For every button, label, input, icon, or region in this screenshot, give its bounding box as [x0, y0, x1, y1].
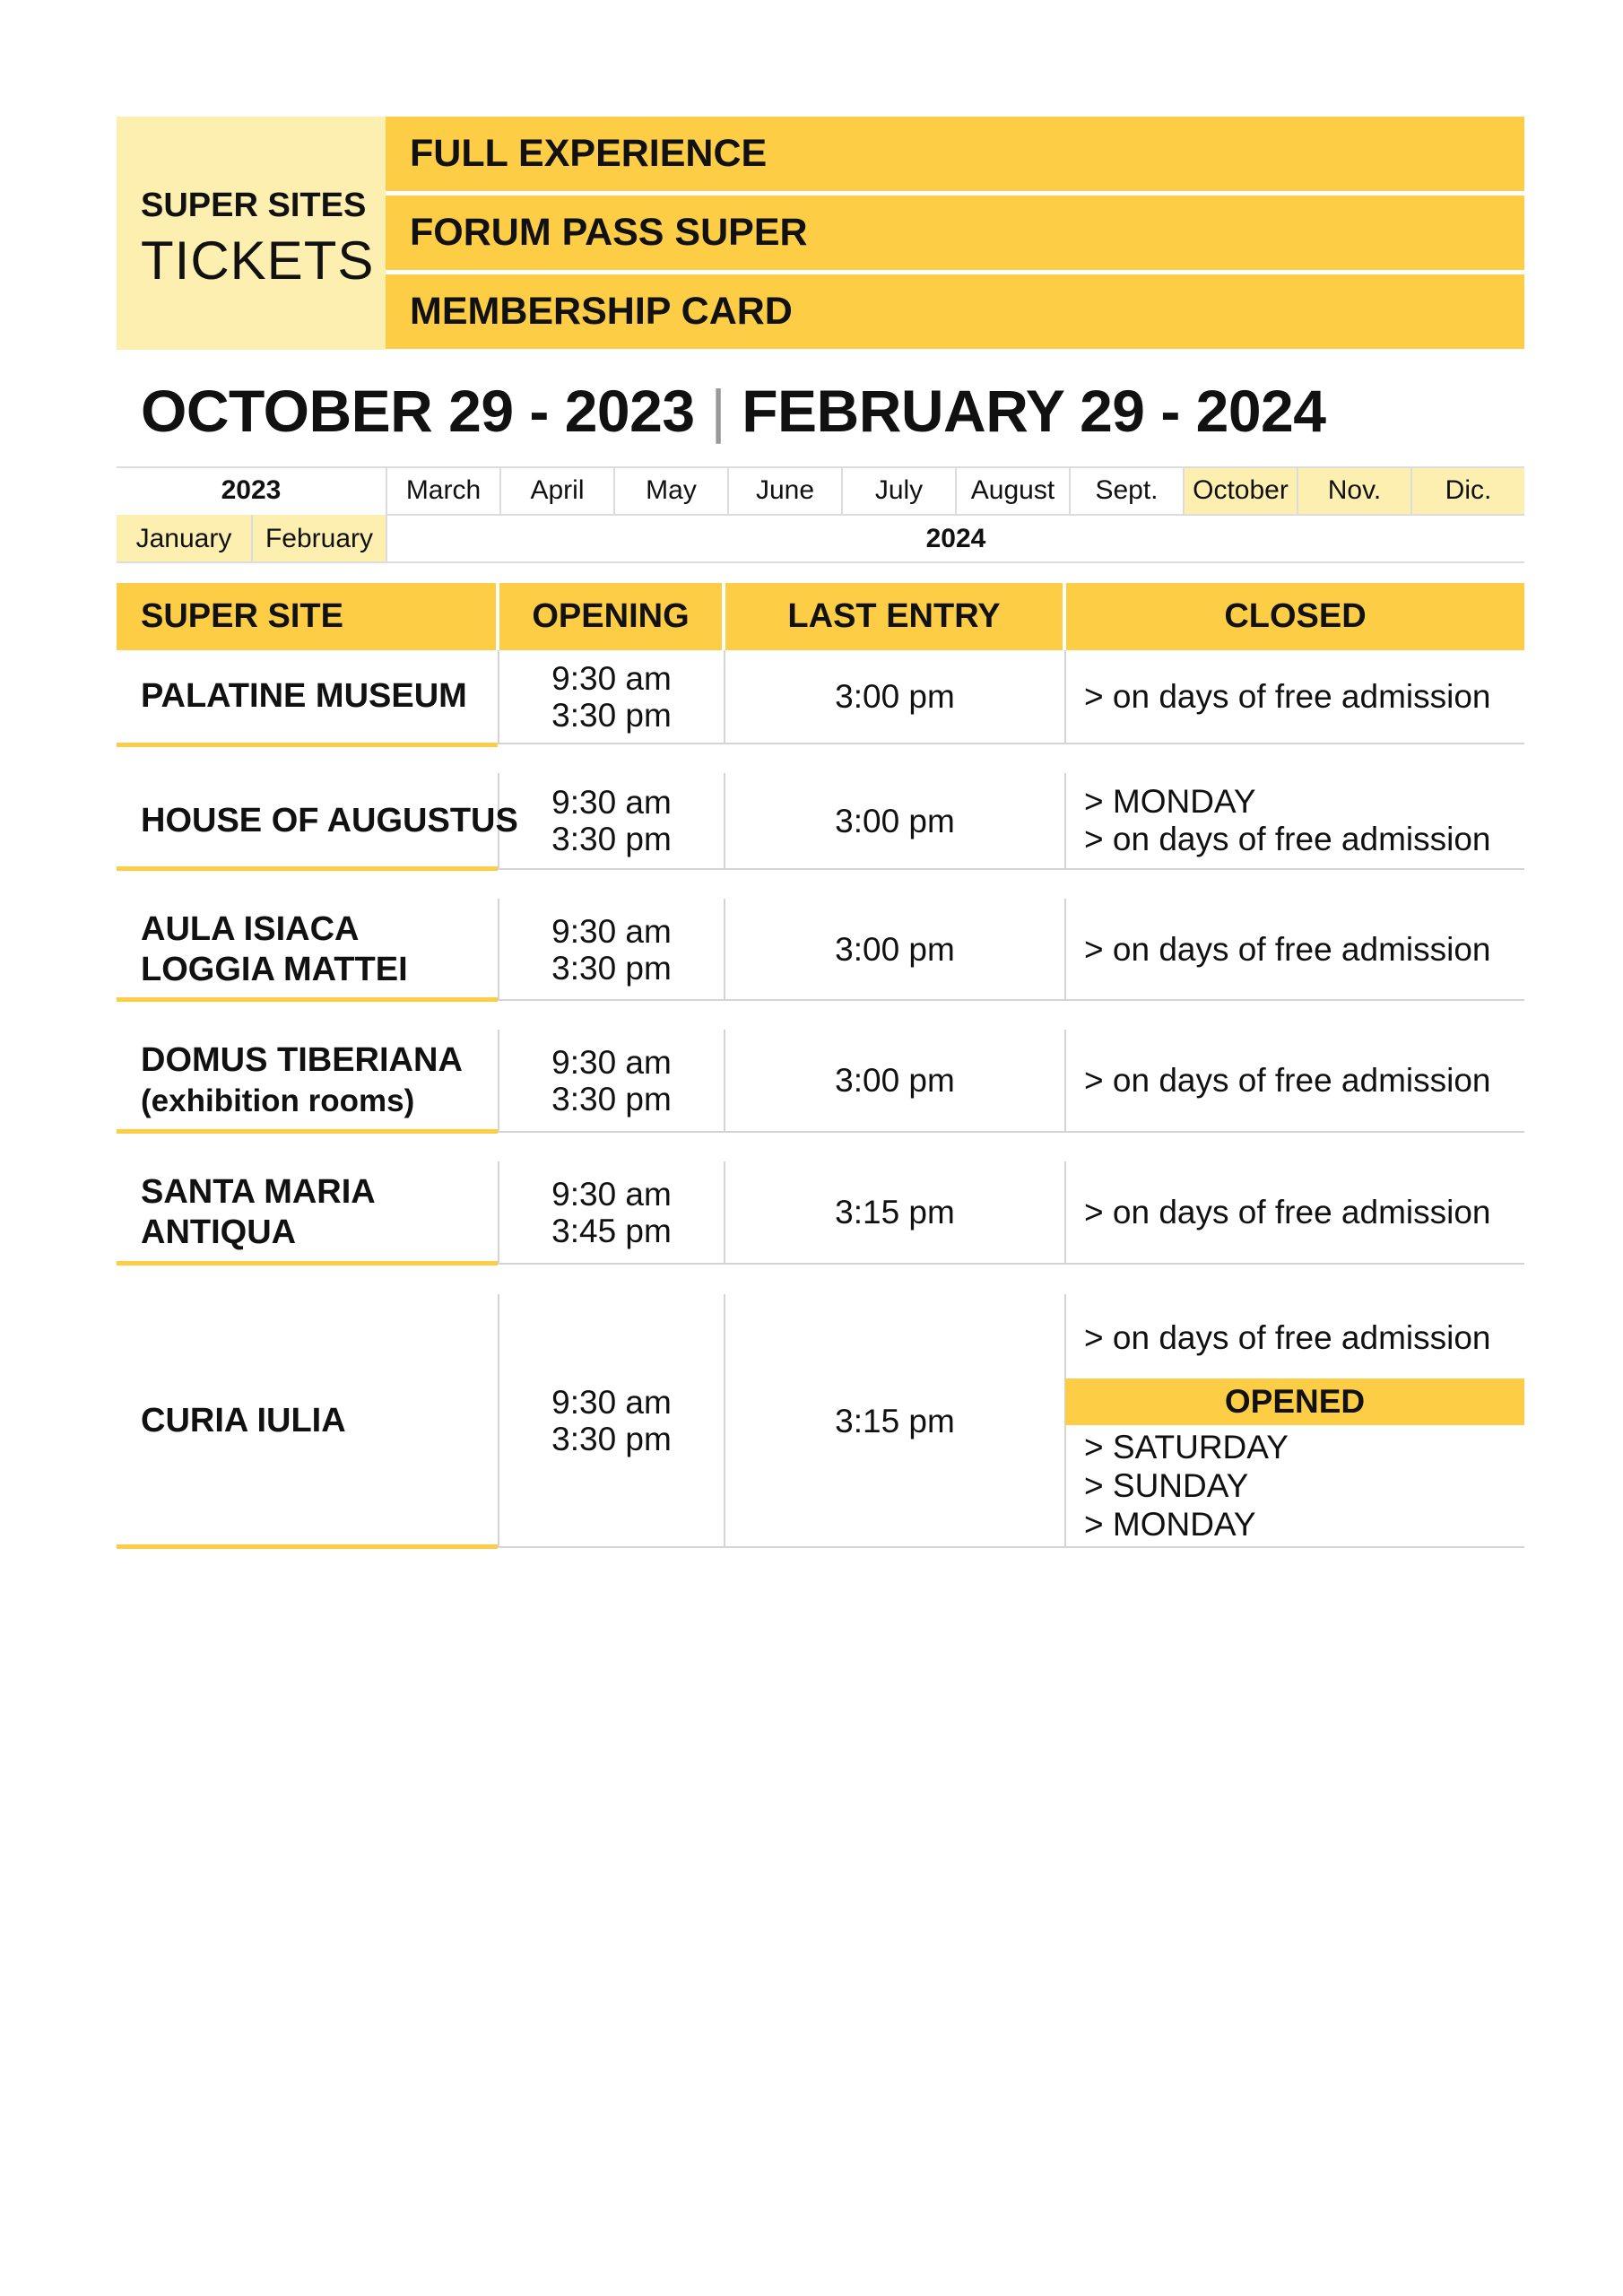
site-name: [117, 1030, 498, 1131]
site-name-line: (exhibition rooms): [141, 1083, 415, 1118]
row-underline: [117, 1261, 498, 1265]
closing-time: 3:30 pm: [551, 696, 672, 734]
site-name-line: AULA ISIACA: [141, 909, 360, 948]
calendar-year-2023: 2023: [221, 475, 282, 505]
closing-time: 3:30 pm: [551, 949, 672, 987]
date-range: [141, 377, 1325, 445]
column-header-closed: CLOSED: [1066, 583, 1524, 650]
closed-line: > on days of free admission: [1084, 821, 1491, 857]
closed-info: [1066, 773, 1524, 868]
site-name-line: ANTIQUA: [141, 1213, 297, 1251]
site-name-line: PALATINE MUSEUM: [141, 677, 467, 715]
closing-time: 3:30 pm: [551, 1080, 672, 1118]
month-june: June: [727, 466, 841, 515]
row-divider: [498, 743, 1524, 744]
date-range-start: OCTOBER 29 - 2023: [141, 378, 695, 444]
last-entry: 3:00 pm: [835, 931, 955, 968]
calendar-divider: [117, 561, 1524, 563]
opening-time: 9:30 am: [551, 912, 672, 950]
month-dic: Dic.: [1410, 466, 1524, 515]
site-name: [117, 1294, 498, 1547]
calendar-divider: [386, 514, 1524, 516]
row-divider: [498, 1131, 1524, 1133]
closed-line: > MONDAY: [1084, 783, 1256, 820]
site-name: [117, 650, 498, 743]
closed-info: [1066, 1311, 1524, 1365]
site-name-line: LOGGIA MATTEI: [141, 950, 408, 988]
calendar-year-2024: 2024: [386, 515, 1524, 563]
site-name-line: CURIA IULIA: [141, 1401, 346, 1439]
month-october: October: [1183, 466, 1297, 515]
row-underline: [117, 997, 498, 1002]
month-january: January: [117, 515, 251, 563]
row-underline: [117, 1129, 498, 1134]
opening-hours: [499, 773, 724, 868]
opened-day: > SATURDAY: [1084, 1429, 1289, 1465]
site-name-line: HOUSE OF AUGUSTUS: [141, 801, 518, 839]
closing-time: 3:45 pm: [551, 1212, 672, 1249]
month-february: February: [251, 515, 386, 563]
opening-hours: [499, 650, 724, 743]
row-divider: [498, 999, 1524, 1001]
opening-hours: [499, 899, 724, 1000]
row-divider: [498, 1263, 1524, 1265]
row-underline: [117, 743, 498, 747]
closed-line: > on days of free admission: [1084, 677, 1491, 715]
row-divider: [498, 868, 1524, 870]
site-name: [117, 1161, 498, 1263]
month-august: August: [955, 466, 1069, 515]
closed-line: > on days of free admission: [1084, 930, 1491, 968]
opening-hours: [499, 1161, 724, 1263]
column-header-super-site: SUPER SITE: [117, 583, 496, 650]
ticket-type-membership-card: MEMBERSHIP CARD: [386, 274, 1524, 349]
closing-time: 3:30 pm: [551, 1421, 672, 1457]
ticket-type-full-experience: FULL EXPERIENCE: [386, 117, 1524, 191]
month-april: April: [499, 466, 613, 515]
site-name-line: DOMUS TIBERIANA: [141, 1040, 463, 1079]
month-may: May: [613, 466, 727, 515]
opening-time: 9:30 am: [551, 659, 672, 697]
month-march: March: [386, 466, 499, 515]
last-entry: 3:00 pm: [835, 678, 955, 715]
closed-info: [1066, 899, 1524, 1000]
row-underline: [117, 1544, 498, 1549]
month-july: July: [841, 466, 955, 515]
closed-line: > on days of free admission: [1084, 1319, 1491, 1356]
closed-info: [1066, 1030, 1524, 1131]
month-sept: Sept.: [1069, 466, 1183, 515]
last-entry: 3:00 pm: [835, 1062, 955, 1099]
header-title: TICKETS: [141, 230, 375, 291]
closed-info: [1066, 650, 1524, 743]
opened-days: [1066, 1428, 1524, 1544]
opened-day: > MONDAY: [1084, 1506, 1256, 1543]
last-entry: 3:15 pm: [835, 1402, 955, 1439]
column-header-last-entry: LAST ENTRY: [725, 583, 1063, 650]
header-subtitle: SUPER SITES: [141, 187, 367, 224]
opening-hours: [499, 1030, 724, 1131]
closing-time: 3:30 pm: [551, 821, 672, 857]
opening-time: 9:30 am: [551, 1384, 672, 1421]
opened-day: > SUNDAY: [1084, 1467, 1249, 1504]
site-name: [117, 773, 518, 868]
column-header-opening: OPENING: [499, 583, 722, 650]
month-nov: Nov.: [1297, 466, 1410, 515]
row-underline: [117, 866, 498, 871]
calendar-divider: [117, 466, 1524, 468]
row-divider: [498, 1546, 1524, 1548]
date-range-end: FEBRUARY 29 - 2024: [742, 378, 1326, 444]
date-range-separator: |: [710, 378, 726, 444]
site-name-line: SANTA MARIA: [141, 1172, 376, 1211]
opened-label: OPENED: [1065, 1378, 1524, 1425]
opening-time: 9:30 am: [551, 1043, 672, 1081]
closed-info: [1066, 1161, 1524, 1263]
ticket-type-forum-pass-super: FORUM PASS SUPER: [386, 196, 1524, 270]
closed-line: > on days of free admission: [1084, 1061, 1491, 1099]
opening-time: 9:30 am: [551, 1175, 672, 1213]
opening-time: 9:30 am: [551, 784, 672, 821]
site-name: [117, 899, 498, 1000]
opening-hours: [499, 1294, 724, 1547]
last-entry: 3:15 pm: [835, 1194, 955, 1231]
last-entry: 3:00 pm: [835, 802, 955, 839]
closed-line: > on days of free admission: [1084, 1193, 1491, 1231]
